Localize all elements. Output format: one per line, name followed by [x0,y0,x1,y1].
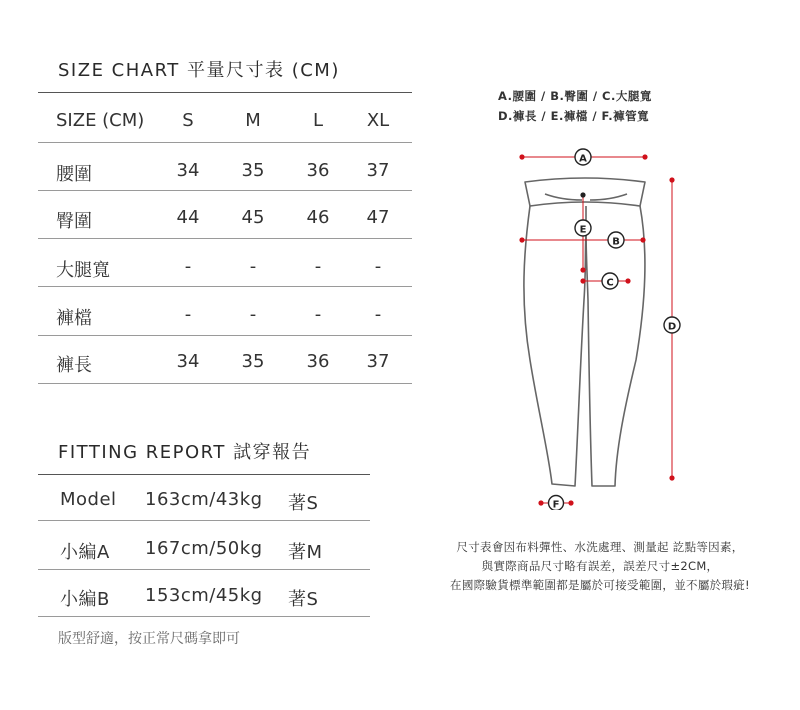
divider [38,474,370,475]
header-l: L [312,110,324,131]
disclaimer-line-1: 尺寸表會因布料彈性、水洗處理、測量起 訖點等因素， [456,540,744,554]
cell-xl: 37 [366,351,390,372]
row-divider [38,520,370,521]
fitter-wear-size: 著S [288,589,319,610]
cell-s: 34 [176,160,200,181]
pants-diagram [490,140,710,510]
measure-endpoint [642,154,647,159]
measure-endpoint [519,154,524,159]
row-divider [38,569,370,570]
cell-l: - [314,304,322,325]
row-label: 褲長 [56,355,92,376]
cell-s: 44 [176,207,200,228]
row-divider [38,616,370,617]
cell-m: 45 [241,207,265,228]
row-divider [38,190,412,191]
cell-xl: - [374,304,382,325]
measure-endpoint [580,267,585,272]
fitter-name: Model [60,489,117,510]
legend-line-1: A.腰圍 / B.臀圍 / C.大腿寬 [498,89,652,103]
row-label: 大腿寬 [56,260,110,281]
measure-endpoint [669,177,674,182]
row-label: 腰圍 [56,164,92,185]
row-label: 臀圍 [56,211,92,232]
marker-d-label: D [667,321,677,333]
measure-endpoint [625,278,630,283]
measure-endpoint [580,278,585,283]
marker-f-label: F [552,499,560,510]
disclaimer [412,538,788,595]
row-divider [38,286,412,287]
marker-e-label: E [579,224,587,236]
row-divider [38,142,412,143]
disclaimer-line-3: 在國際驗貨標準範圍都是屬於可接受範圍，並不屬於瑕疵! [450,578,750,592]
cell-l: 36 [306,351,330,372]
disclaimer-line-2: 與實際商品尺寸略有誤差，誤差尺寸±2CM， [481,559,719,573]
fitter-stats: 153cm/45kg [145,585,263,606]
fitter-stats: 167cm/50kg [145,538,263,559]
cell-s: 34 [176,351,200,372]
cell-xl: - [374,256,382,277]
header-xl: XL [366,110,390,131]
cell-m: 35 [241,351,265,372]
fitter-wear-size: 著M [288,542,323,563]
cell-l: 36 [306,160,330,181]
measure-endpoint [640,237,645,242]
fitter-name: 小編A [60,542,110,563]
measure-endpoint [669,475,674,480]
measure-endpoint [538,500,543,505]
cell-m: - [249,304,257,325]
divider [38,92,412,93]
header-s: S [182,110,194,131]
measure-endpoint [519,237,524,242]
row-divider [38,335,412,336]
cell-l: - [314,256,322,277]
fitter-name: 小編B [60,589,110,610]
marker-a-label: A [579,153,587,165]
marker-c-label: C [606,277,614,289]
cell-m: - [249,256,257,277]
row-label: 褲檔 [56,308,92,329]
legend-line-2: D.褲長 / E.褲檔 / F.褲管寬 [498,109,650,123]
marker-b-label: B [612,236,620,248]
fitting-report-title: FITTING REPORT 試穿報告 [58,442,312,463]
row-divider [38,383,412,384]
header-m: M [245,110,261,131]
cell-s: - [184,256,192,277]
cell-xl: 47 [366,207,390,228]
cell-m: 35 [241,160,265,181]
fitting-note: 版型舒適，按正常尺碼拿即可 [58,631,240,647]
measure-endpoint [568,500,573,505]
fitter-wear-size: 著S [288,493,319,514]
measure-endpoint [580,192,585,197]
cell-s: - [184,304,192,325]
size-chart-title: SIZE CHART 平量尺寸表 (CM) [58,60,340,81]
cell-xl: 37 [366,160,390,181]
row-divider [38,238,412,239]
cell-l: 46 [306,207,330,228]
fitter-stats: 163cm/43kg [145,489,263,510]
header-size-label: SIZE (CM) [56,110,145,131]
